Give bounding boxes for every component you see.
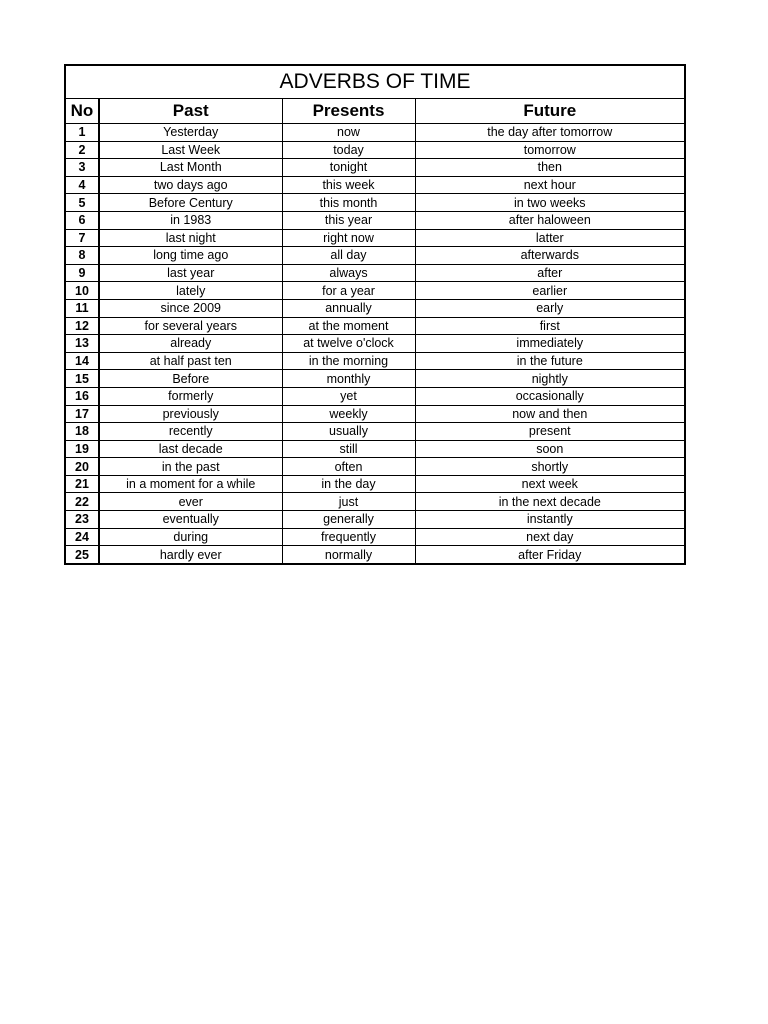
future-adverb: in the future — [415, 352, 685, 370]
future-adverb: soon — [415, 440, 685, 458]
present-adverb: now — [282, 124, 415, 142]
row-number: 4 — [65, 176, 99, 194]
present-adverb: often — [282, 458, 415, 476]
past-adverb: ever — [99, 493, 282, 511]
present-adverb: right now — [282, 229, 415, 247]
past-adverb: long time ago — [99, 247, 282, 265]
present-adverb: this week — [282, 176, 415, 194]
row-number: 17 — [65, 405, 99, 423]
table-row — [65, 458, 685, 476]
row-number: 21 — [65, 475, 99, 493]
present-adverb: generally — [282, 511, 415, 529]
present-adverb: usually — [282, 423, 415, 441]
table-row — [65, 475, 685, 493]
row-number: 10 — [65, 282, 99, 300]
past-adverb: in 1983 — [99, 211, 282, 229]
present-adverb: for a year — [282, 282, 415, 300]
present-adverb: monthly — [282, 370, 415, 388]
past-adverb: eventually — [99, 511, 282, 529]
row-number: 23 — [65, 511, 99, 529]
future-adverb: shortly — [415, 458, 685, 476]
table-row — [65, 194, 685, 212]
table-row — [65, 299, 685, 317]
row-number: 9 — [65, 264, 99, 282]
table-row — [65, 440, 685, 458]
present-adverb: always — [282, 264, 415, 282]
future-adverb: occasionally — [415, 387, 685, 405]
past-adverb: in the past — [99, 458, 282, 476]
past-adverb: recently — [99, 423, 282, 441]
future-adverb: afterwards — [415, 247, 685, 265]
future-adverb: after — [415, 264, 685, 282]
row-number: 14 — [65, 352, 99, 370]
table-row — [65, 229, 685, 247]
table-row — [65, 317, 685, 335]
future-adverb: next week — [415, 475, 685, 493]
row-number: 22 — [65, 493, 99, 511]
row-number: 19 — [65, 440, 99, 458]
past-adverb: Yesterday — [99, 124, 282, 142]
table-row — [65, 176, 685, 194]
header-past: Past — [99, 99, 282, 124]
present-adverb: this year — [282, 211, 415, 229]
row-number: 25 — [65, 546, 99, 564]
table-row — [65, 159, 685, 177]
future-adverb: now and then — [415, 405, 685, 423]
row-number: 18 — [65, 423, 99, 441]
adverbs-table — [64, 64, 686, 565]
table-body — [65, 124, 685, 564]
header-future: Future — [415, 99, 685, 124]
past-adverb: since 2009 — [99, 299, 282, 317]
past-adverb: already — [99, 335, 282, 353]
past-adverb: Last Month — [99, 159, 282, 177]
future-adverb: earlier — [415, 282, 685, 300]
present-adverb: at twelve o'clock — [282, 335, 415, 353]
title-row — [65, 65, 685, 99]
future-adverb: immediately — [415, 335, 685, 353]
future-adverb: first — [415, 317, 685, 335]
present-adverb: weekly — [282, 405, 415, 423]
present-adverb: all day — [282, 247, 415, 265]
future-adverb: after Friday — [415, 546, 685, 564]
row-number: 7 — [65, 229, 99, 247]
future-adverb: nightly — [415, 370, 685, 388]
row-number: 1 — [65, 124, 99, 142]
future-adverb: tomorrow — [415, 141, 685, 159]
table-row — [65, 352, 685, 370]
worksheet — [64, 64, 684, 565]
present-adverb: in the morning — [282, 352, 415, 370]
past-adverb: during — [99, 528, 282, 546]
present-adverb: in the day — [282, 475, 415, 493]
row-number: 2 — [65, 141, 99, 159]
past-adverb: last night — [99, 229, 282, 247]
row-number: 24 — [65, 528, 99, 546]
present-adverb: tonight — [282, 159, 415, 177]
present-adverb: annually — [282, 299, 415, 317]
row-number: 20 — [65, 458, 99, 476]
row-number: 3 — [65, 159, 99, 177]
row-number: 11 — [65, 299, 99, 317]
row-number: 6 — [65, 211, 99, 229]
past-adverb: hardly ever — [99, 546, 282, 564]
row-number: 8 — [65, 247, 99, 265]
table-row — [65, 247, 685, 265]
future-adverb: latter — [415, 229, 685, 247]
future-adverb: in the next decade — [415, 493, 685, 511]
past-adverb: previously — [99, 405, 282, 423]
future-adverb: then — [415, 159, 685, 177]
present-adverb: normally — [282, 546, 415, 564]
table-row — [65, 387, 685, 405]
future-adverb: early — [415, 299, 685, 317]
row-number: 13 — [65, 335, 99, 353]
table-row — [65, 405, 685, 423]
table-row — [65, 511, 685, 529]
past-adverb: Last Week — [99, 141, 282, 159]
future-adverb: in two weeks — [415, 194, 685, 212]
present-adverb: yet — [282, 387, 415, 405]
table-row — [65, 335, 685, 353]
table-title: ADVERBS OF TIME — [65, 65, 685, 99]
table-row — [65, 124, 685, 142]
present-adverb: frequently — [282, 528, 415, 546]
table-row — [65, 370, 685, 388]
future-adverb: after haloween — [415, 211, 685, 229]
past-adverb: in a moment for a while — [99, 475, 282, 493]
future-adverb: instantly — [415, 511, 685, 529]
table-row — [65, 493, 685, 511]
past-adverb: Before Century — [99, 194, 282, 212]
header-no: No — [65, 99, 99, 124]
table-row — [65, 423, 685, 441]
past-adverb: at half past ten — [99, 352, 282, 370]
table-row — [65, 211, 685, 229]
present-adverb: this month — [282, 194, 415, 212]
past-adverb: two days ago — [99, 176, 282, 194]
future-adverb: next day — [415, 528, 685, 546]
past-adverb: Before — [99, 370, 282, 388]
present-adverb: at the moment — [282, 317, 415, 335]
present-adverb: still — [282, 440, 415, 458]
past-adverb: last year — [99, 264, 282, 282]
past-adverb: lately — [99, 282, 282, 300]
past-adverb: formerly — [99, 387, 282, 405]
present-adverb: just — [282, 493, 415, 511]
header-row — [65, 99, 685, 124]
table-row — [65, 264, 685, 282]
table-row — [65, 141, 685, 159]
past-adverb: for several years — [99, 317, 282, 335]
row-number: 16 — [65, 387, 99, 405]
past-adverb: last decade — [99, 440, 282, 458]
table-row — [65, 528, 685, 546]
row-number: 5 — [65, 194, 99, 212]
future-adverb: next hour — [415, 176, 685, 194]
header-presents: Presents — [282, 99, 415, 124]
row-number: 15 — [65, 370, 99, 388]
future-adverb: present — [415, 423, 685, 441]
table-row — [65, 282, 685, 300]
table-row — [65, 546, 685, 564]
future-adverb: the day after tomorrow — [415, 124, 685, 142]
row-number: 12 — [65, 317, 99, 335]
present-adverb: today — [282, 141, 415, 159]
